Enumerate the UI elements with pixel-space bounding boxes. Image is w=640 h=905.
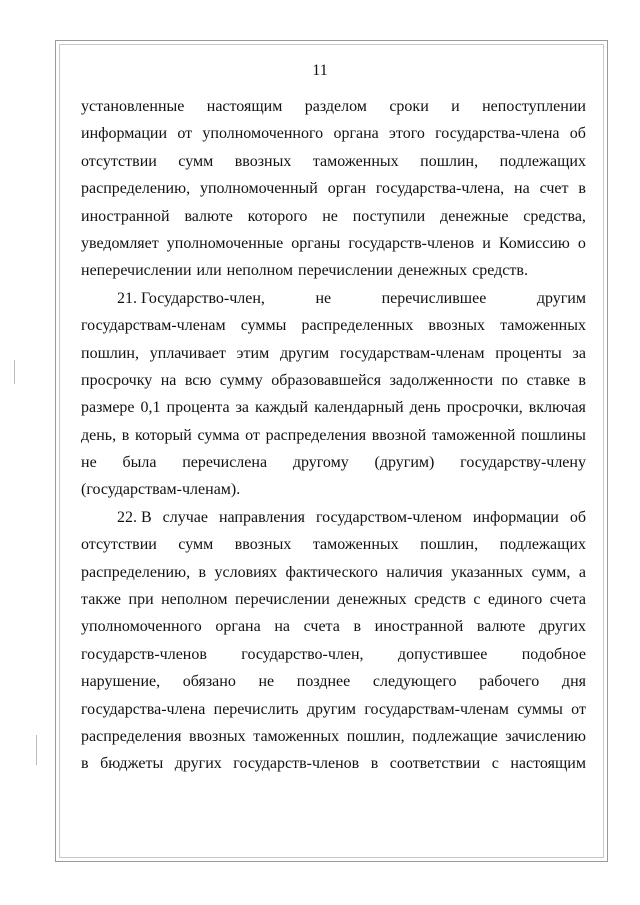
word: ввозных (428, 317, 486, 335)
word: сумм, (531, 563, 571, 581)
word: подлежащих (499, 536, 586, 554)
word: пошлины (521, 426, 586, 444)
word: а (578, 563, 586, 581)
text-line (81, 696, 586, 723)
word: на (274, 618, 290, 636)
word: уплачивает (149, 344, 226, 362)
word: просрочку (81, 371, 153, 389)
word: задолженности (389, 371, 494, 389)
word: отсутствии (81, 536, 157, 554)
word: об (569, 508, 586, 526)
paragraph-first-line (81, 504, 586, 531)
text-line (81, 586, 586, 613)
word: средств (414, 591, 466, 609)
word: средства, (523, 207, 586, 225)
text-line (81, 613, 586, 640)
word: денежные (440, 207, 509, 225)
word: подлежащих (499, 152, 586, 170)
word: не (258, 673, 275, 691)
scan-edge-mark (14, 360, 15, 384)
word: на (514, 180, 530, 198)
word: 21. Государство-член, (117, 289, 265, 307)
word: (другим) (374, 454, 435, 472)
word: государства-члена (435, 125, 560, 143)
word: за (235, 399, 249, 417)
text-line (81, 312, 586, 339)
word: в (353, 618, 362, 636)
word: фактического (285, 563, 378, 581)
word: с (473, 591, 481, 609)
word: сумму (219, 371, 263, 389)
text-line (81, 175, 586, 202)
word: день, (81, 426, 117, 444)
word: каждый (254, 399, 309, 417)
word: подобное (521, 645, 586, 663)
text-line (81, 476, 586, 503)
word: от (245, 426, 260, 444)
word: этого (389, 125, 425, 143)
word: других (538, 618, 586, 636)
word: настоящим (510, 755, 586, 773)
word: настоящим (206, 98, 283, 115)
word: ввозной (371, 426, 427, 444)
word: пошлин, (346, 727, 405, 745)
text-line (81, 559, 586, 586)
text-line (81, 723, 586, 750)
word: таможенных (312, 536, 399, 554)
word: распределения (265, 426, 367, 444)
text-line (81, 120, 586, 147)
word: перечислена (182, 454, 268, 472)
word: органа (215, 618, 261, 636)
word: в (578, 180, 586, 198)
word: единого (487, 591, 543, 609)
word: 0,1 (140, 399, 161, 417)
word: государствам-членам (364, 700, 509, 718)
word: указанных (451, 563, 523, 581)
word: просрочки, (446, 399, 523, 417)
word: обязано (182, 673, 236, 691)
word: другим (279, 344, 330, 362)
word: государства-члена (81, 700, 206, 718)
word: календарный (314, 399, 404, 417)
word: которого (247, 207, 308, 225)
word: процента (166, 399, 230, 417)
word: бюджеты (100, 755, 164, 773)
word: сумм (178, 152, 214, 170)
text-line (81, 449, 586, 476)
text-line (81, 668, 586, 695)
word: по (501, 371, 519, 389)
word: сумма (197, 426, 240, 444)
word: о (577, 234, 586, 252)
word: подлежащие (412, 727, 498, 745)
word: об (569, 125, 586, 143)
word: не (315, 289, 332, 307)
word: неперечислении (81, 262, 192, 280)
word: уполномоченные (166, 234, 284, 252)
word: условиях (214, 563, 278, 581)
word: государств-членов (81, 645, 207, 663)
word: 22. В (117, 508, 152, 526)
text-line (81, 203, 586, 230)
word: день (409, 399, 441, 417)
word: государств-членов (348, 234, 475, 252)
word: государством-членом (315, 508, 462, 526)
word: размере (81, 399, 135, 417)
word: суммы (517, 700, 563, 718)
word: на (160, 371, 177, 389)
word: поступили (352, 207, 426, 225)
word: суммы (240, 317, 287, 335)
word: который (135, 426, 192, 444)
word: перечислении (234, 591, 330, 609)
word: ввозных (189, 727, 246, 745)
word: рабочего (479, 673, 540, 691)
word: валюте (476, 618, 526, 636)
word: сроки (389, 98, 429, 115)
word: ставке (526, 371, 570, 389)
document-body (81, 93, 586, 778)
word: образовавшейся (271, 371, 382, 389)
word: за (572, 344, 586, 362)
word: государствам-членам (339, 344, 485, 362)
word: с (491, 755, 499, 773)
word: денежных (337, 591, 407, 609)
word: денежных (397, 262, 468, 280)
text-line (81, 230, 586, 257)
word: государство-член, (241, 645, 364, 663)
word: другому (292, 454, 349, 472)
word: была (122, 454, 157, 472)
word: государствам-членам (81, 317, 226, 335)
word: всю (184, 371, 212, 389)
word: ввозных (234, 536, 292, 554)
word: государству-члену (460, 454, 586, 472)
word: проценты (495, 344, 562, 362)
word: орган (327, 180, 366, 198)
word: в (198, 563, 207, 581)
text-line (81, 422, 586, 449)
word: счет (539, 180, 569, 198)
word: этим (236, 344, 270, 362)
word: не (322, 207, 338, 225)
word: информации (472, 508, 559, 526)
word: иностранной (374, 618, 464, 636)
word: распределенных (301, 317, 414, 335)
word: и (451, 98, 460, 115)
word: распределению, (81, 180, 191, 198)
word: не (81, 454, 97, 472)
word: таможенных (312, 152, 399, 170)
word: уполномоченного (202, 125, 324, 143)
word: в (121, 426, 130, 444)
word: или (196, 262, 222, 280)
text-line (81, 148, 586, 175)
word: в (370, 755, 379, 773)
word: таможенных (253, 727, 340, 745)
word: направления (218, 508, 305, 526)
word: валюте (184, 207, 233, 225)
word: других (174, 755, 222, 773)
word: в (81, 755, 89, 773)
word: Комиссию (498, 234, 570, 252)
word: уведомляет (81, 234, 159, 252)
text-line (81, 394, 586, 421)
text-line (81, 340, 586, 367)
word: неполном (161, 591, 228, 609)
word: пошлин, (81, 344, 139, 362)
word: дня (561, 673, 586, 691)
text-line (81, 750, 586, 777)
word: и (482, 234, 491, 252)
word: государств-членов (233, 755, 360, 773)
word: позднее (296, 673, 351, 691)
word: перечислившее (381, 289, 487, 307)
word: распределению, (81, 563, 191, 581)
paragraph-first-line (81, 285, 586, 312)
text-line (81, 93, 586, 120)
word: информации (81, 125, 168, 143)
text-line (81, 531, 586, 558)
word: таможенной (431, 426, 516, 444)
word: пошлин, (420, 152, 479, 170)
word: средств. (472, 262, 528, 280)
word: допустившее (397, 645, 488, 663)
text-line (81, 641, 586, 668)
word: наличия (386, 563, 443, 581)
word: при (128, 591, 154, 609)
word: соответствии (389, 755, 481, 773)
word: зачислению (505, 727, 586, 745)
word: нарушение, (81, 673, 161, 691)
word: перечислить (213, 700, 299, 718)
word: распределения (81, 727, 182, 745)
word: неполном (226, 262, 294, 280)
word: счета (549, 591, 586, 609)
word: перечислении (298, 262, 393, 280)
word: ввозных (234, 152, 292, 170)
word: сумм (178, 536, 214, 554)
word: от (177, 125, 193, 143)
word: (государствам-членам). (81, 481, 241, 499)
text-line (81, 257, 586, 284)
scan-edge-mark (36, 735, 37, 765)
word: следующего (372, 673, 457, 691)
word: установленные (81, 98, 185, 115)
word: иностранной (81, 207, 170, 225)
word: уполномоченный (199, 180, 318, 198)
word: уполномоченного (81, 618, 202, 636)
word: разделом (304, 98, 367, 115)
word: органы (291, 234, 341, 252)
word: непоступлении (482, 98, 586, 115)
word: счета (303, 618, 340, 636)
word: включая (528, 399, 586, 417)
word: другим (536, 289, 586, 307)
word: пошлин, (420, 536, 479, 554)
word: другим (306, 700, 357, 718)
page-number: 11 (312, 62, 328, 79)
word: от (571, 700, 586, 718)
word: государства-члена, (375, 180, 505, 198)
word: отсутствии (81, 152, 157, 170)
word: таможенных (500, 317, 586, 335)
word: органа (333, 125, 379, 143)
word: также (81, 591, 122, 609)
text-line (81, 367, 586, 394)
word: случае (162, 508, 208, 526)
word: в (578, 371, 586, 389)
